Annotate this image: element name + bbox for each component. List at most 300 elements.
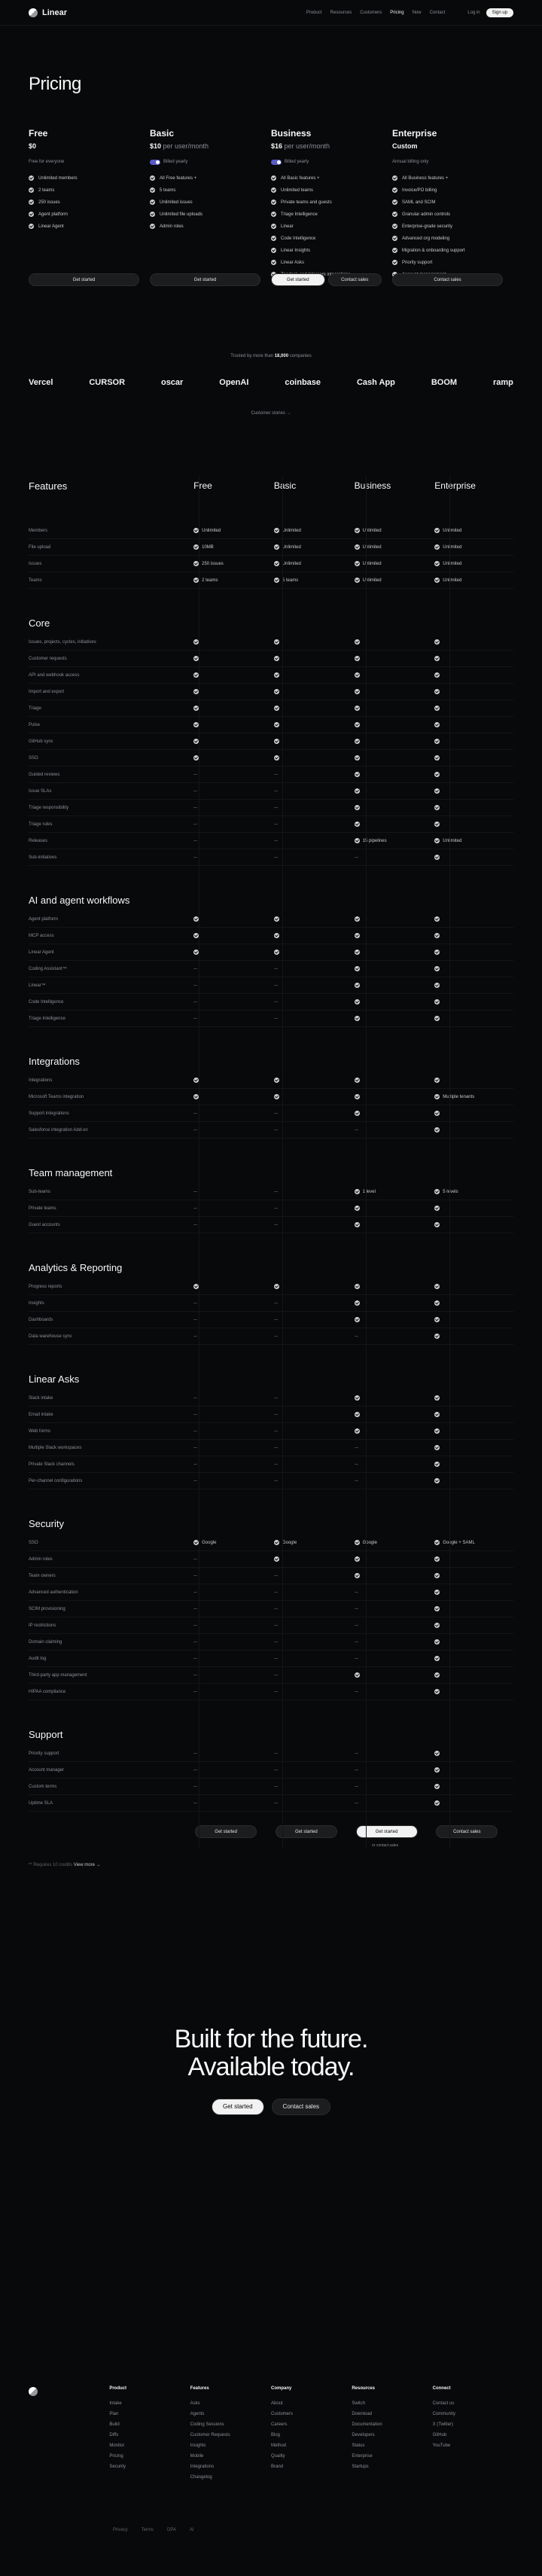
comparison-header	[29, 476, 513, 495]
dash-icon	[193, 1191, 197, 1192]
check-icon	[434, 1656, 440, 1661]
footer-link[interactable]: Enterprise	[352, 2453, 373, 2459]
check-icon	[355, 689, 360, 694]
footer-link[interactable]: Build	[109, 2422, 120, 2427]
check-icon	[434, 822, 440, 827]
row-label: Admin roles	[29, 1556, 53, 1562]
cta-cell	[433, 1825, 513, 1838]
footer-col-title: Company	[270, 2385, 292, 2391]
row-cell	[433, 1784, 513, 1789]
row-cell	[192, 1336, 273, 1337]
row-cell	[273, 1224, 353, 1225]
billing-toggle[interactable]	[150, 160, 160, 165]
plan-feature-label: Linear Agent	[38, 224, 64, 229]
section-title: AI and agent workflows	[29, 894, 130, 906]
row-cell-value: 5 teams	[282, 578, 299, 583]
row-cell	[433, 1689, 513, 1694]
row-cell	[273, 1556, 353, 1562]
row-label: Advanced authentication	[29, 1590, 78, 1595]
row-cell	[273, 807, 353, 808]
table-row	[29, 994, 513, 1011]
plan-feature	[150, 200, 260, 205]
cta-cell	[353, 1825, 434, 1848]
row-cell-value: Unlimited	[443, 528, 462, 533]
footer-col-connect	[433, 2386, 513, 2486]
check-icon	[193, 933, 199, 938]
footer-link[interactable]: Coding Sessions	[190, 2422, 224, 2427]
check-icon	[274, 528, 279, 533]
footer-col-title: Product	[109, 2385, 126, 2391]
customer-stories-link[interactable]: Customer stories →	[251, 411, 291, 416]
check-icon	[355, 1094, 360, 1099]
row-cell	[353, 544, 434, 550]
plan-feature-label: Triage Intelligence	[281, 212, 318, 217]
table-row	[29, 1617, 513, 1634]
comparison-cta-row	[29, 1825, 513, 1848]
plan-price-value: Custom	[392, 142, 418, 150]
dash-icon	[274, 774, 278, 775]
row-cell	[433, 855, 513, 860]
table-row	[29, 1089, 513, 1105]
top-nav	[0, 0, 542, 26]
table-row	[29, 539, 513, 556]
contact-sales-button[interactable]: Contact sales	[328, 273, 382, 286]
row-cell	[192, 1540, 273, 1545]
row-cell	[353, 1300, 434, 1306]
check-icon	[434, 1623, 440, 1628]
check-icon	[355, 544, 360, 550]
row-label: Issue SLAs	[29, 788, 52, 794]
check-icon	[434, 1111, 440, 1116]
check-icon	[29, 200, 34, 205]
nav-link-customers[interactable]: Customers	[360, 10, 382, 15]
check-icon	[274, 1556, 279, 1562]
row-cell	[273, 706, 353, 711]
nav-link-pricing[interactable]: Pricing	[390, 10, 404, 15]
row-cell	[273, 578, 353, 583]
check-icon	[193, 1540, 199, 1545]
plan-feature-label: 2 teams	[38, 187, 55, 193]
row-label: Triage responsibility	[29, 805, 69, 810]
footer-link[interactable]: Switch	[352, 2401, 365, 2406]
plan-feature	[29, 224, 139, 229]
row-label: Support integrations	[29, 1111, 69, 1116]
row-label: API and webhook access	[29, 672, 80, 678]
plan-feature-label: All Basic features +	[281, 175, 320, 181]
row-cell	[353, 1206, 434, 1211]
features-heading: Features	[29, 480, 68, 492]
footnote-link[interactable]: View more →	[73, 1863, 101, 1867]
get-started-button[interactable]: Get started	[150, 273, 260, 286]
row-cell	[273, 1191, 353, 1192]
footer-link[interactable]: Agents	[190, 2411, 205, 2416]
row-cell	[433, 656, 513, 661]
row-cell	[273, 739, 353, 744]
footer-col-title: Features	[190, 2385, 209, 2391]
check-icon	[355, 561, 360, 566]
dash-icon	[274, 1592, 278, 1593]
row-cell	[273, 1540, 353, 1545]
row-cell	[433, 933, 513, 938]
comparison-body	[29, 523, 513, 1812]
nav-actions	[467, 8, 513, 17]
footer-link[interactable]: Integrations	[190, 2464, 215, 2469]
dash-icon	[274, 1575, 278, 1576]
row-cell	[192, 1464, 273, 1465]
row-label: GitHub sync	[29, 739, 53, 744]
plan-feature	[392, 200, 503, 205]
get-started-button[interactable]: Get started	[195, 1825, 257, 1838]
dash-icon	[193, 968, 197, 969]
footer-link[interactable]: Documentation	[352, 2422, 382, 2427]
table-row	[29, 684, 513, 700]
row-label: Linear Agent	[29, 950, 54, 955]
table-row	[29, 1634, 513, 1651]
row-cell	[192, 985, 273, 986]
row-cell	[433, 1478, 513, 1483]
dash-icon	[274, 1608, 278, 1609]
footer-link[interactable]: Brand	[270, 2464, 283, 2469]
dash-icon	[274, 968, 278, 969]
table-row	[29, 1184, 513, 1200]
plan-name: Basic	[150, 128, 175, 139]
footer-link[interactable]: Customer Requests	[190, 2432, 230, 2437]
row-label: Code Intelligence	[29, 999, 64, 1004]
check-icon	[355, 755, 360, 761]
table-row	[29, 651, 513, 667]
nav-link-resources[interactable]: Resources	[330, 10, 352, 15]
row-cell	[273, 656, 353, 661]
check-icon	[274, 1078, 279, 1083]
linear-logo[interactable]	[29, 8, 67, 17]
check-icon	[434, 1094, 440, 1099]
row-cell	[273, 1480, 353, 1481]
plan-feature-label: Agent platform	[38, 212, 69, 217]
dash-icon	[274, 1018, 278, 1019]
get-started-button[interactable]: Get started	[29, 273, 139, 286]
row-cell	[273, 672, 353, 678]
table-row	[29, 1312, 513, 1328]
row-cell	[433, 983, 513, 988]
row-cell	[192, 1208, 273, 1209]
footer-link[interactable]: Plan	[109, 2411, 119, 2416]
row-label: Dashboards	[29, 1317, 53, 1322]
footer-col-resources	[352, 2386, 432, 2486]
dash-icon	[355, 1129, 358, 1130]
dash-icon	[355, 1336, 358, 1337]
check-icon	[355, 739, 360, 744]
footer-link[interactable]: Mobile	[190, 2453, 204, 2459]
footer-link[interactable]: Developers	[352, 2432, 375, 2437]
dash-icon	[274, 840, 278, 841]
footer-link-list	[433, 2401, 513, 2448]
plan-feature-label: Unlimited members	[38, 175, 78, 181]
footer-link-list	[190, 2401, 271, 2480]
row-cell	[192, 1129, 273, 1130]
plan-feature	[271, 236, 382, 241]
footer-link[interactable]: YouTube	[432, 2443, 451, 2448]
row-cell	[273, 1575, 353, 1576]
footer-col-title: Connect	[432, 2385, 451, 2391]
plan-col-enterprise: Enterprise	[434, 480, 476, 491]
footer-link[interactable]: Intake	[109, 2401, 122, 2406]
get-started-button[interactable]: Get started	[356, 1825, 418, 1838]
table-row	[29, 833, 513, 849]
nav-link-contact[interactable]: Contact	[429, 10, 446, 15]
check-icon	[271, 260, 276, 265]
plan-feature	[271, 187, 382, 193]
check-icon	[355, 722, 360, 727]
check-icon	[434, 561, 440, 566]
row-cell	[192, 672, 273, 678]
check-icon	[434, 1540, 440, 1545]
dash-icon	[193, 1113, 197, 1114]
footer-link[interactable]: Method	[270, 2443, 286, 2448]
logo-coinbase: coinbase	[285, 378, 321, 387]
row-cell	[353, 1672, 434, 1678]
check-icon	[274, 950, 279, 955]
plan-feature	[271, 224, 382, 229]
row-cell-value: Google	[362, 1540, 377, 1545]
logo-cash-app: Cash App	[356, 378, 395, 387]
row-cell	[433, 950, 513, 955]
footer-link[interactable]: Community	[432, 2411, 455, 2416]
row-cell	[433, 706, 513, 711]
signup-button[interactable]: Sign up	[486, 8, 513, 17]
row-cell	[192, 933, 273, 938]
check-icon	[274, 1094, 279, 1099]
row-cell	[192, 656, 273, 661]
plan-price	[392, 142, 503, 150]
row-cell	[273, 1753, 353, 1754]
row-cell	[353, 1592, 434, 1593]
row-cell	[273, 1786, 353, 1787]
row-cell	[353, 1129, 434, 1130]
row-label: Domain claiming	[29, 1639, 62, 1645]
footer-link[interactable]: Monitor	[109, 2443, 125, 2448]
dash-icon	[355, 1592, 358, 1593]
footer-link[interactable]: GitHub	[432, 2432, 447, 2437]
row-cell	[353, 950, 434, 955]
check-icon	[274, 706, 279, 711]
row-cell	[433, 1078, 513, 1083]
legal-link-dpa[interactable]: DPA	[167, 2527, 176, 2532]
footer-col-company	[271, 2386, 352, 2486]
plan-feature	[29, 200, 139, 205]
row-cell	[273, 933, 353, 938]
logo-oscar: oscar	[160, 378, 184, 387]
footer-link[interactable]: Insights	[190, 2443, 206, 2448]
footer-link[interactable]: Careers	[270, 2422, 288, 2427]
row-cell	[433, 1206, 513, 1211]
check-icon	[29, 212, 34, 217]
footer-link[interactable]: Diffs	[109, 2432, 119, 2437]
contact-sales-button[interactable]: Contact sales	[392, 273, 503, 286]
row-cell	[192, 1224, 273, 1225]
row-cell	[433, 805, 513, 810]
check-icon	[193, 739, 199, 744]
nav-link-now[interactable]: Now	[412, 10, 422, 15]
plan-feature	[392, 175, 503, 181]
footer-link[interactable]: Asks	[190, 2401, 200, 2406]
check-icon	[434, 855, 440, 860]
check-icon	[29, 187, 34, 193]
check-icon	[193, 528, 199, 533]
dash-icon	[193, 1447, 197, 1448]
row-cell	[353, 1658, 434, 1659]
table-row	[29, 572, 513, 589]
plan-price-unit: per user/month	[282, 142, 330, 150]
dash-icon	[274, 1129, 278, 1130]
row-cell	[353, 755, 434, 761]
check-icon	[271, 248, 276, 253]
row-label: Triage	[29, 706, 41, 711]
row-cell	[433, 1556, 513, 1562]
row-cell	[273, 755, 353, 761]
dash-icon	[355, 857, 358, 858]
check-icon	[355, 1412, 360, 1417]
check-icon	[274, 689, 279, 694]
plan-price-value: $16	[271, 142, 283, 150]
billing-toggle[interactable]	[271, 160, 282, 165]
row-label: Teams	[29, 578, 42, 583]
footer-link[interactable]: Customers	[270, 2411, 293, 2416]
login-link[interactable]: Log in	[467, 10, 480, 15]
check-icon	[274, 916, 279, 922]
row-cell	[192, 1575, 273, 1576]
table-row	[29, 1535, 513, 1551]
plan-feature	[150, 187, 260, 193]
check-icon	[193, 1078, 199, 1083]
plan-feature-label: 250 issues	[38, 200, 60, 205]
check-icon	[355, 1284, 360, 1289]
dash-icon	[274, 1414, 278, 1415]
cta-subtext[interactable]: or contact sales	[372, 1843, 399, 1848]
plan-feature-label: Linear Insights	[281, 248, 311, 253]
check-icon	[434, 656, 440, 661]
row-cell	[433, 772, 513, 777]
row-cell	[353, 1556, 434, 1562]
row-cell-value: Google	[282, 1540, 297, 1545]
footer-link[interactable]: About	[270, 2401, 283, 2406]
footer-link[interactable]: Status	[352, 2443, 365, 2448]
footer-link[interactable]: Security	[109, 2464, 126, 2469]
footer-link[interactable]: Changelog	[190, 2474, 212, 2480]
check-icon	[193, 1284, 199, 1289]
row-cell	[273, 1691, 353, 1692]
plan-feature-label: Unlimited file uploads	[160, 212, 203, 217]
check-icon	[392, 224, 397, 229]
row-cell-value: 2 teams	[202, 578, 218, 583]
row-cell	[353, 1016, 434, 1021]
dash-icon	[193, 1319, 197, 1320]
row-cell	[192, 722, 273, 727]
row-label: Slack intake	[29, 1395, 53, 1401]
nav-link-product[interactable]: Product	[306, 10, 322, 15]
row-cell	[353, 1094, 434, 1099]
check-icon	[355, 1189, 360, 1194]
row-cell	[433, 838, 513, 843]
section-title: Support	[29, 1728, 63, 1740]
row-label: HIPAA compliance	[29, 1689, 66, 1694]
legal-link-ai[interactable]: AI	[189, 2527, 194, 2532]
footer-link[interactable]: Pricing	[109, 2453, 123, 2459]
table-row	[29, 977, 513, 994]
row-cell	[192, 1094, 273, 1099]
table-row	[29, 1390, 513, 1407]
footer-link[interactable]: Startups	[352, 2464, 369, 2469]
check-icon	[355, 1573, 360, 1578]
row-cell	[433, 528, 513, 533]
get-started-button[interactable]: Get started	[276, 1825, 337, 1838]
footer-link[interactable]: Contact us	[432, 2401, 455, 2406]
footer-link[interactable]: Download	[352, 2411, 372, 2416]
trusted-suffix: companies	[288, 354, 312, 358]
legal-link-terms[interactable]: Terms	[141, 2527, 154, 2532]
row-label: Multiple Slack workspaces	[29, 1445, 82, 1450]
row-label: Releases	[29, 838, 48, 843]
footer-legal	[113, 2528, 542, 2555]
row-cell-value: Unlimited	[362, 528, 382, 533]
footer-link[interactable]: Quality	[270, 2453, 285, 2459]
plan-feature	[29, 212, 139, 217]
closing-get-started-button[interactable]: Get started	[212, 2099, 264, 2115]
closing-contact-sales-button[interactable]: Contact sales	[272, 2099, 330, 2115]
row-cell	[353, 1691, 434, 1692]
closing-title-line2: Available today.	[187, 2053, 355, 2082]
footer-link[interactable]: Blog	[270, 2432, 280, 2437]
dash-icon	[193, 985, 197, 986]
row-cell	[353, 1284, 434, 1289]
check-icon	[193, 578, 199, 583]
dash-icon	[193, 1336, 197, 1337]
plan-feature	[29, 175, 139, 181]
check-icon	[434, 1606, 440, 1611]
contact-sales-button[interactable]: Contact sales	[436, 1825, 498, 1838]
dash-icon	[193, 1658, 197, 1659]
dash-icon	[274, 1336, 278, 1337]
dash-icon	[274, 1001, 278, 1002]
get-started-button[interactable]: Get started	[271, 273, 325, 286]
linear-logo-icon	[29, 8, 38, 17]
check-icon	[434, 1317, 440, 1322]
plan-card-enterprise	[392, 128, 513, 286]
cta-cell	[192, 1825, 273, 1838]
plan-billing-text: Billed yearly	[163, 160, 188, 164]
plan-feature	[150, 212, 260, 217]
check-icon	[434, 739, 440, 744]
row-label: MCP access	[29, 933, 54, 938]
table-row	[29, 1584, 513, 1601]
footer-logo[interactable]	[29, 2386, 109, 2486]
check-icon	[274, 755, 279, 761]
table-row	[29, 1407, 513, 1423]
row-cell	[273, 1094, 353, 1099]
check-icon	[434, 933, 440, 938]
row-cell	[353, 1786, 434, 1787]
legal-link-privacy[interactable]: Privacy	[113, 2527, 128, 2532]
check-icon	[392, 236, 397, 241]
row-cell	[353, 722, 434, 727]
plan-feature-label: All Business features +	[402, 175, 449, 181]
row-cell	[433, 755, 513, 761]
footer-link[interactable]: X (Twitter)	[432, 2422, 453, 2427]
row-label: Triage rules	[29, 822, 53, 827]
plan-feature	[271, 248, 382, 253]
plan-feature-list	[271, 175, 382, 277]
plan-price-value: $10	[150, 142, 162, 150]
check-icon	[434, 544, 440, 550]
